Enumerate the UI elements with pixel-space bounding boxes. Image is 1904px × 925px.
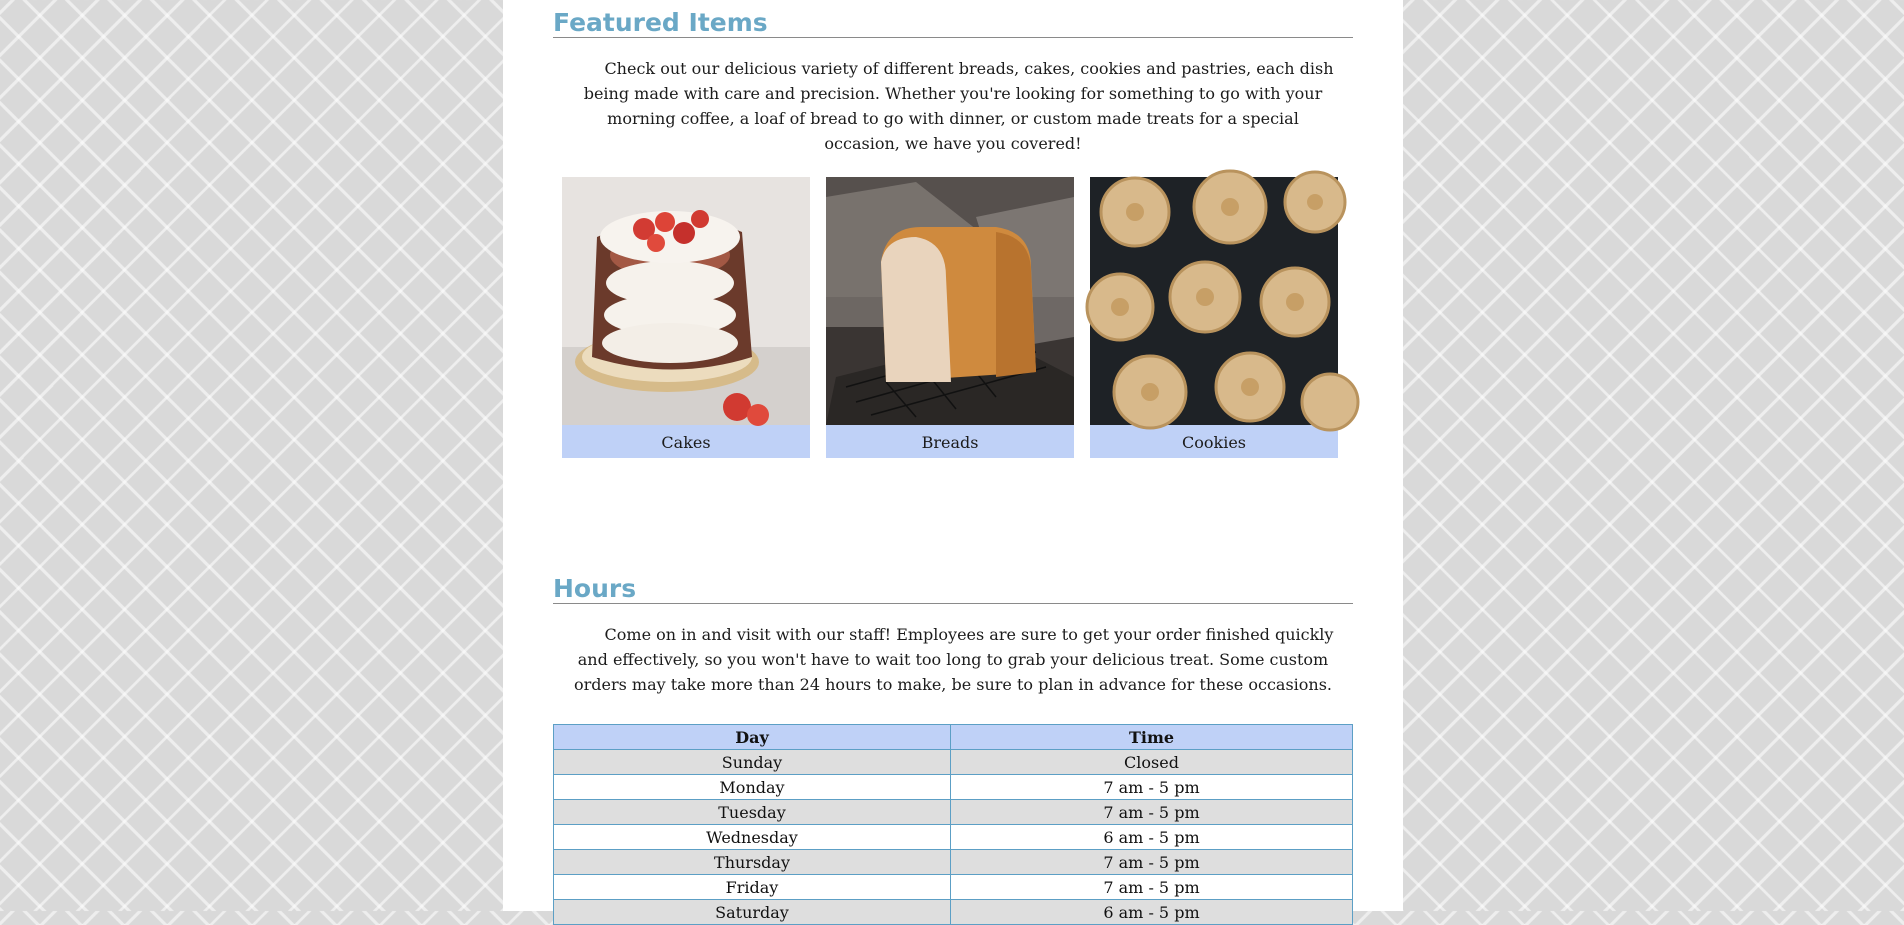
caption-breads: Breads: [826, 425, 1074, 458]
hours-section: [553, 566, 1353, 925]
caption-cookies: Cookies: [1090, 425, 1338, 458]
time-cell: Closed: [951, 750, 1353, 775]
day-cell: Wednesday: [554, 825, 951, 850]
table-row: [554, 800, 1353, 825]
featured-item-breads[interactable]: [826, 177, 1074, 458]
day-cell: Friday: [554, 875, 951, 900]
table-row: [554, 775, 1353, 800]
day-cell: Thursday: [554, 850, 951, 875]
day-cell: Tuesday: [554, 800, 951, 825]
table-row: [554, 750, 1353, 775]
table-row: [554, 850, 1353, 875]
table-row: [554, 825, 1353, 850]
table-row: [554, 900, 1353, 925]
time-cell: 7 am - 5 pm: [951, 775, 1353, 800]
featured-gallery: [553, 156, 1353, 458]
page-content: [503, 0, 1403, 922]
cake-image: [562, 177, 810, 425]
cookies-image: [1090, 177, 1338, 425]
table-row: [554, 875, 1353, 900]
featured-item-cookies[interactable]: [1090, 177, 1338, 458]
featured-section: [553, 0, 1353, 458]
caption-cakes: Cakes: [562, 425, 810, 458]
day-cell: Sunday: [554, 750, 951, 775]
time-cell: 7 am - 5 pm: [951, 800, 1353, 825]
hours-header-row: [554, 725, 1353, 750]
time-cell: 6 am - 5 pm: [951, 825, 1353, 850]
featured-description: Check out our delicious variety of different breads, cakes, cookies and pastries, each dish being made with care and precision. Whether you're looking for something to go with your morning coffee, a loaf of bread to go with dinner, or custom made treats for a special occasion, we have you covered!: [583, 59, 1334, 153]
hours-description: Come on in and visit with our staff! Employees are sure to get your order finished quickly and effectively, so you won't have to wait too long to grab your delicious treat. Some custom orders may take more than 24 hours to make, be sure to plan in advance for these occasions.: [573, 625, 1334, 694]
time-header: Time: [951, 725, 1353, 750]
bread-image: [826, 177, 1074, 425]
day-cell: Monday: [554, 775, 951, 800]
time-cell: 7 am - 5 pm: [951, 850, 1353, 875]
day-cell: Saturday: [554, 900, 951, 925]
hours-table: [553, 724, 1353, 925]
time-cell: 6 am - 5 pm: [951, 900, 1353, 925]
hours-title: Hours: [553, 566, 1353, 604]
featured-title: Featured Items: [553, 0, 1353, 38]
featured-item-cakes[interactable]: [562, 177, 810, 458]
day-header: Day: [554, 725, 951, 750]
time-cell: 7 am - 5 pm: [951, 875, 1353, 900]
